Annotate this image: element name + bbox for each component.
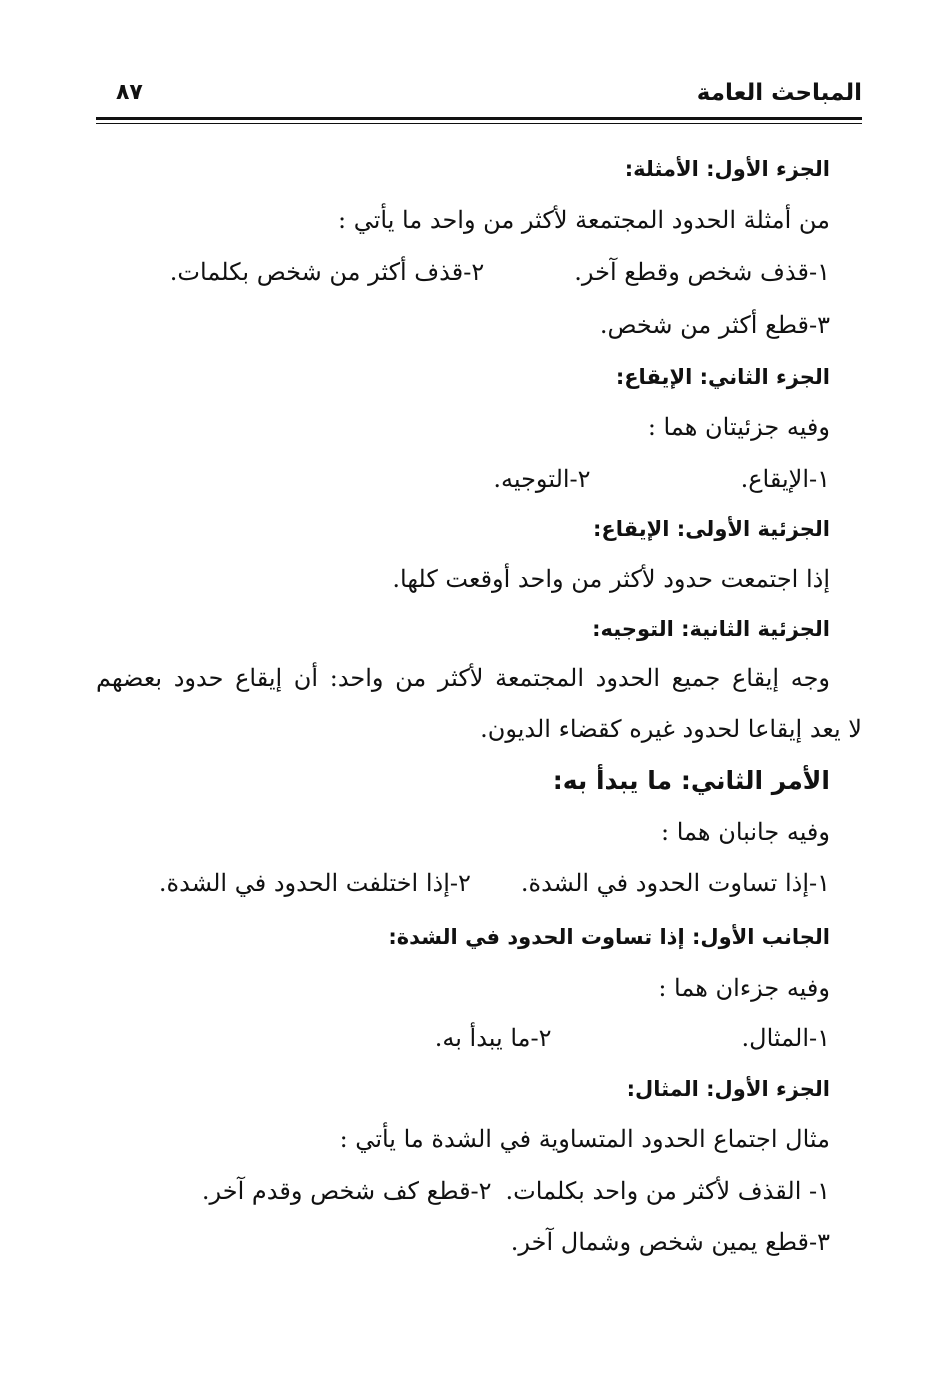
list-row: [96, 255, 830, 289]
list-item: ٢-قطع كف شخص وقدم آخر.: [201, 1177, 492, 1205]
body-line: وفيه جانبان هما :: [661, 818, 830, 846]
section-heading: الجزء الأول: المثال:: [626, 1077, 830, 1101]
list-item: ١-الإيقاع.: [740, 465, 830, 493]
section-heading: الأمر الثاني: ما يبدأ به:: [552, 766, 830, 795]
list-item: ٣-قطع يمين شخص وشمال آخر.: [510, 1228, 830, 1256]
body-line: وفيه جزءان هما :: [658, 974, 830, 1002]
body-line: من أمثلة الحدود المجتمعة لأكثر من واحد ما يأتي :: [338, 206, 830, 234]
header-rule-thick: [96, 117, 862, 120]
body-line: مثال اجتماع الحدود المتساوية في الشدة ما يأتي :: [339, 1125, 830, 1153]
list-item: ١-المثال.: [741, 1024, 830, 1052]
section-heading: الجانب الأول: إذا تساوت الحدود في الشدة:: [388, 925, 830, 949]
body-line: لا يعد إيقاعا لحدود غيره كقضاء الديون.: [480, 715, 862, 743]
list-row: [96, 1174, 830, 1208]
header-rule-thin: [96, 123, 862, 124]
list-item: ١-إذا تساوت الحدود في الشدة.: [520, 869, 830, 897]
list-item: ٢-ما يبدأ به.: [434, 1024, 552, 1052]
section-heading: الجزئية الأولى: الإيقاع:: [593, 517, 830, 541]
list-item: ٢-التوجيه.: [493, 465, 591, 493]
section-heading: الجزء الأول: الأمثلة:: [624, 157, 830, 181]
body-line: إذا اجتمعت حدود لأكثر من واحد أوقعت كلها.: [392, 565, 830, 593]
list-row: [96, 1021, 830, 1055]
list-row: [96, 462, 830, 496]
list-item: ١-قذف شخص وقطع آخر.: [574, 258, 830, 286]
list-item: ٣-قطع أكثر من شخص.: [599, 311, 830, 339]
list-item: ٢-قذف أكثر من شخص بكلمات.: [169, 258, 485, 286]
body-line: وجه إيقاع جميع الحدود المجتمعة لأكثر من واحد: أن إيقاع حدود بعضهم: [96, 664, 830, 692]
list-item: ٢-إذا اختلفت الحدود في الشدة.: [158, 869, 471, 897]
running-title: المباحث العامة: [696, 80, 862, 106]
section-heading: الجزئية الثانية: التوجيه:: [592, 617, 830, 641]
list-row: [96, 866, 830, 900]
page-header: [96, 80, 862, 116]
page-number: ٨٧: [116, 80, 143, 105]
list-item: ١- القذف لأكثر من واحد بكلمات.: [505, 1177, 830, 1205]
body-line: وفيه جزئيتان هما :: [647, 413, 830, 441]
section-heading: الجزء الثاني: الإيقاع:: [615, 365, 830, 389]
